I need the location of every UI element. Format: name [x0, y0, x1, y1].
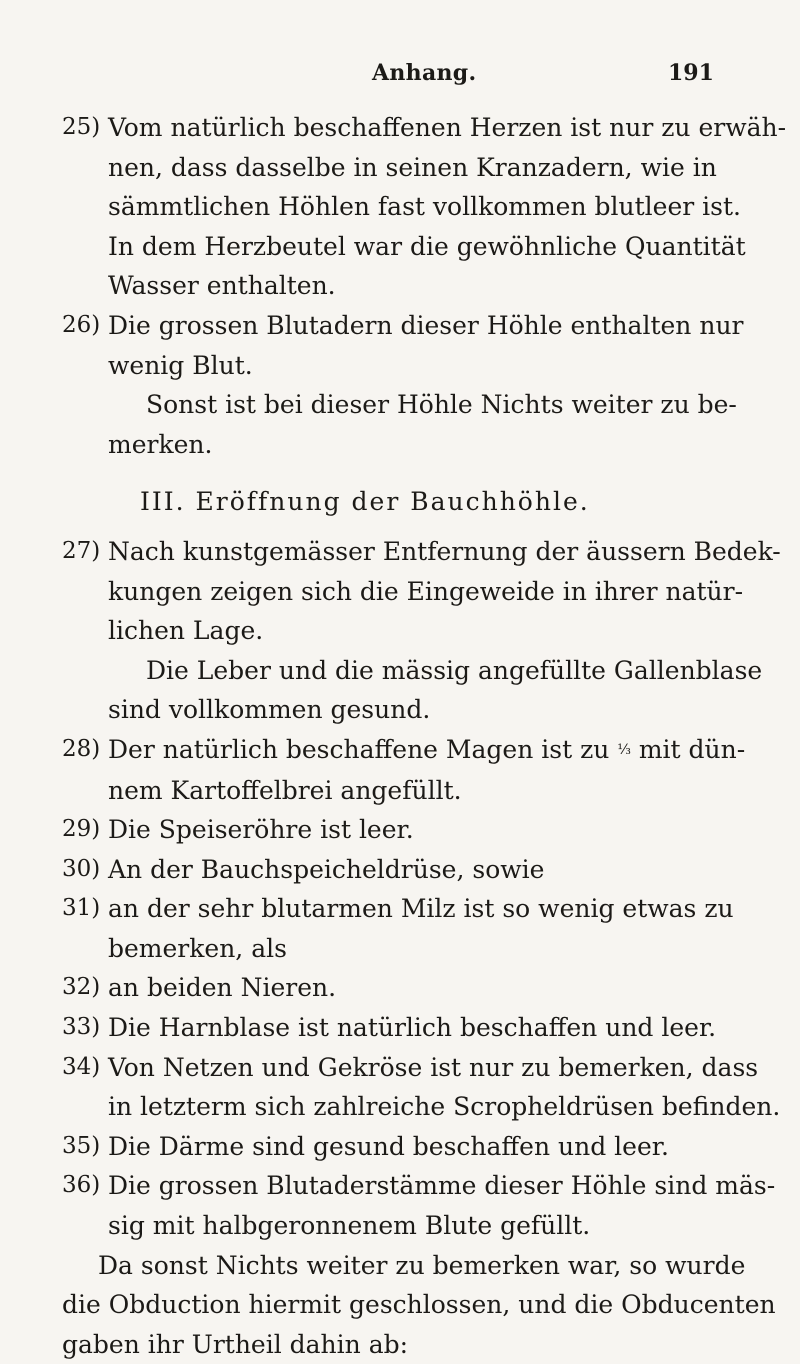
numbered-paragraph-25 [62, 108, 787, 306]
closing-paragraph [62, 1246, 776, 1364]
text-line: sig mit halbgeronnenem Blute gefüllt. [108, 1211, 591, 1241]
text-line: an beiden Nieren. [108, 973, 337, 1003]
text-segment: Der natürlich beschaffene Magen ist zu [108, 734, 610, 764]
text-line: In dem Herzbeutel war die gewöhnliche Quantität [108, 231, 746, 261]
text-line: An der Bauchspeicheldrüse, sowie [108, 854, 545, 884]
numbered-paragraph-36 [62, 1166, 776, 1245]
text-line: Sonst ist bei dieser Höhle Nichts weiter zu be- [146, 390, 737, 420]
paragraph-number: 26) [62, 311, 101, 338]
numbered-paragraph-29 [62, 810, 752, 850]
paragraph-number: 29) [62, 816, 101, 843]
section-heading: III. Eröffnung der Bauchhöhle. [140, 487, 590, 517]
numbered-paragraph-28 [62, 730, 752, 810]
text-line: an der sehr blutarmen Milz ist so wenig etwas zu [108, 894, 734, 924]
paragraph-number: 32) [62, 974, 101, 1001]
text-line: Die grossen Blutaderstämme dieser Höhle sind mäs- [108, 1171, 776, 1201]
running-header [0, 60, 800, 94]
paragraph-number: 27) [62, 537, 101, 564]
text-line: nem Kartoffelbrei angefüllt. [108, 775, 462, 805]
numbered-paragraph-34 [62, 1048, 781, 1127]
numbered-paragraph-26 [62, 306, 752, 385]
text-line: bemerken, als [108, 933, 287, 963]
page-body [62, 108, 787, 1364]
page-number: 191 [668, 60, 714, 86]
text-line: Von Netzen und Gekröse ist nur zu bemerken, dass [108, 1052, 759, 1082]
text-line: Da sonst Nichts weiter zu bemerken war, so wurde [98, 1250, 746, 1280]
text-line: Wasser enthalten. [108, 271, 336, 301]
numbered-paragraph-30 [62, 850, 752, 890]
numbered-paragraph-32 [62, 968, 752, 1008]
text-line: Nach kunstgemässer Entfernung der äussern Bedek- [108, 536, 781, 566]
text-line: wenig Blut. [108, 350, 253, 380]
paragraph-number: 25) [62, 114, 101, 140]
text-line: nen, dass dasselbe in seinen Kranzadern, wie in [108, 152, 717, 182]
continuation-paragraph [62, 651, 763, 730]
fraction: ⅓ [617, 741, 631, 758]
paragraph-number: 33) [62, 1014, 101, 1041]
text-line: Vom natürlich beschaffenen Herzen ist nur zu erwäh- [108, 113, 787, 142]
numbered-paragraph-27 [62, 532, 781, 651]
text-line: sämmtlichen Höhlen fast vollkommen blutleer ist. [108, 192, 741, 222]
text-line: gaben ihr Urtheil dahin ab: [62, 1329, 409, 1359]
paragraph-number: 30) [62, 855, 101, 882]
text-line: in letzterm sich zahlreiche Scropheldrüsen befinden. [108, 1092, 781, 1122]
numbered-paragraph-31 [62, 889, 752, 968]
running-title: Anhang. [372, 60, 477, 86]
paragraph-number: 31) [62, 895, 101, 922]
numbered-paragraph-33 [62, 1008, 752, 1048]
numbered-paragraph-35 [62, 1127, 752, 1167]
text-line: sind vollkommen gesund. [108, 695, 431, 725]
text-segment: mit dün- [638, 734, 746, 764]
text-line: Die Speiseröhre ist leer. [108, 815, 414, 845]
continuation-paragraph [62, 385, 752, 464]
paragraph-number: 28) [62, 735, 101, 762]
text-line: lichen Lage. [108, 616, 264, 646]
text-line [108, 730, 752, 771]
text-line: Die Harnblase ist natürlich beschaffen und leer. [108, 1013, 717, 1043]
paragraph-number: 34) [62, 1053, 101, 1080]
text-line: kungen zeigen sich die Eingeweide in ihrer natür- [108, 576, 744, 606]
text-line: Die grossen Blutadern dieser Höhle enthalten nur [108, 310, 744, 340]
text-line: Die Därme sind gesund beschaffen und leer. [108, 1131, 669, 1161]
paragraph-number: 36) [62, 1172, 101, 1199]
text-line: Die Leber und die mässig angefüllte Gallenblase [146, 655, 763, 685]
text-line: merken. [108, 429, 213, 459]
paragraph-number: 35) [62, 1132, 101, 1159]
text-line: die Obduction hiermit geschlossen, und die Obducenten [62, 1290, 776, 1320]
